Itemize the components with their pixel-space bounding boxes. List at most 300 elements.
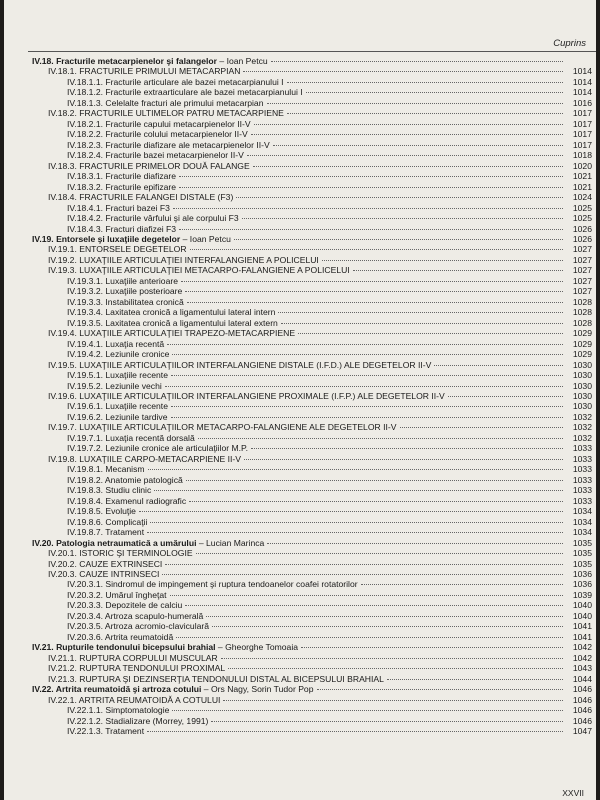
- dot-leader: [361, 584, 563, 585]
- toc-entry-text: [48, 66, 240, 76]
- toc-entry-code: IV.18.1.2.: [67, 87, 103, 98]
- toc-entry-title: CAUZE EXTRINSECI: [79, 558, 163, 569]
- toc-entry-page: 1034: [572, 527, 592, 538]
- toc-entry-page: 1017: [572, 118, 592, 129]
- toc-entry-code: IV.19.8.4.: [67, 495, 103, 506]
- toc-entry-text: [67, 517, 147, 527]
- toc-entry: [32, 485, 592, 495]
- toc-entry-text: [67, 579, 358, 589]
- dot-leader: [434, 365, 563, 366]
- dot-leader: [172, 354, 563, 355]
- toc-entry-title: Tratament: [105, 726, 145, 736]
- toc-entry: [32, 360, 592, 370]
- toc-entry-text: [32, 684, 314, 694]
- toc-entry-text: [32, 56, 268, 66]
- toc-entry-code: IV.21.2.: [48, 663, 77, 674]
- toc-entry-code: IV.19.3.5.: [67, 317, 103, 328]
- toc-entry-page: 1029: [572, 338, 592, 349]
- toc-entry: [32, 422, 592, 432]
- toc-entry-code: IV.20.3.4.: [67, 610, 103, 621]
- toc-entry-author: – Gheorghe Tomoaia: [215, 642, 299, 653]
- toc-entry: [32, 213, 592, 223]
- toc-entry-title: Examenul radiografic: [105, 495, 187, 506]
- toc-entry-author: – Ioan Petcu: [180, 233, 231, 244]
- toc-entry-code: IV.19.3.1.: [67, 275, 103, 286]
- toc-entry-page: 1046: [572, 715, 592, 726]
- toc-entry: [32, 726, 592, 736]
- toc-entry-title: ARTRITA REUMATOIDĂ A COTULUI: [78, 694, 221, 705]
- toc-entry-page: 1035: [572, 548, 592, 559]
- toc-entry-text: [48, 695, 220, 705]
- toc-entry-text: [67, 726, 144, 736]
- toc-entry-text: [67, 171, 176, 181]
- toc-entry-text: [67, 98, 264, 108]
- toc-entry-text: [67, 506, 136, 516]
- toc-entry-text: [67, 464, 145, 474]
- toc-entry-title: Leziunile vechi: [105, 380, 162, 391]
- toc-entry-title: Luxaţiile anterioare: [105, 275, 179, 286]
- toc-entry-code: IV.19.8.1.: [67, 464, 103, 475]
- toc-entry-title: Depozitele de calciu: [105, 600, 183, 611]
- toc-entry-page: 1027: [572, 275, 592, 286]
- toc-entry-page: 1017: [572, 129, 592, 140]
- dot-leader: [251, 134, 563, 135]
- toc-entry-author: – Ors Nagy, Sorin Tudor Pop: [201, 684, 314, 695]
- toc-entry-text: [67, 433, 195, 443]
- toc-entry-text: [32, 538, 264, 548]
- dot-leader: [247, 155, 563, 156]
- toc-entry-text: [67, 286, 182, 296]
- toc-entry-code: IV.21.3.: [48, 673, 77, 684]
- toc-entry-code: IV.18.3.: [48, 160, 77, 171]
- dot-leader: [181, 281, 563, 282]
- dot-leader: [167, 344, 563, 345]
- toc-entry-title: Evoluţie: [105, 506, 136, 517]
- toc-entry-text: [67, 150, 244, 160]
- toc-entry: [32, 77, 592, 87]
- toc-entry-page: 1041: [572, 631, 592, 642]
- toc-entry-text: [67, 705, 169, 715]
- toc-entry-title: ISTORIC ŞI TERMINOLOGIE: [79, 548, 193, 559]
- toc-entry-page: 1036: [572, 568, 592, 579]
- toc-entry-page: 1016: [572, 97, 592, 108]
- dot-leader: [242, 218, 563, 219]
- dot-leader: [173, 208, 563, 209]
- toc-entry-page: 1027: [572, 286, 592, 297]
- toc-entry-title: Luxaţiile recente: [105, 370, 168, 381]
- dot-leader: [322, 260, 563, 261]
- toc-entry-title: FRACTURILE PRIMELOR DOUĂ FALANGE: [79, 160, 250, 171]
- toc-entry-page: 1021: [572, 171, 592, 182]
- toc-entry-title: CAUZE INTRINSECI: [79, 568, 160, 579]
- dot-leader: [165, 386, 563, 387]
- dot-leader: [190, 249, 563, 250]
- toc-entry-page: 1042: [572, 642, 592, 653]
- toc-entry: [32, 538, 592, 548]
- toc-entry: [32, 642, 592, 652]
- toc-entry-text: [67, 496, 186, 506]
- toc-entry-author: – Lucian Marinca: [196, 537, 265, 548]
- dot-leader: [251, 448, 563, 449]
- dot-leader: [243, 71, 563, 72]
- toc-entry-code: IV.21.1.: [48, 652, 77, 663]
- dot-leader: [165, 564, 563, 565]
- toc-entry-text: [48, 674, 384, 684]
- toc-entry-page: 1046: [572, 684, 592, 695]
- toc-entry: [32, 705, 592, 715]
- dot-leader: [301, 647, 563, 648]
- toc-entry: [32, 412, 592, 422]
- toc-entry-page: 1034: [572, 516, 592, 527]
- dot-leader: [186, 480, 563, 481]
- toc-entry-code: IV.18.2.4.: [67, 150, 103, 161]
- book-page: [4, 0, 596, 800]
- toc-entry-code: IV.19.3.3.: [67, 296, 103, 307]
- toc-entry-code: IV.20.3.3.: [67, 600, 103, 611]
- toc-entry-page: 1041: [572, 621, 592, 632]
- toc-entry-title: LUXAŢIILE ARTICULAŢIEI INTERFALANGIENE A POLICELUI: [79, 254, 319, 265]
- toc-entry: [32, 464, 592, 474]
- toc-entry-title: Fracturile capului metacarpienelor II-V: [105, 118, 251, 129]
- toc-entry-text: [48, 653, 218, 663]
- dot-leader: [271, 61, 563, 62]
- toc-entry-text: [48, 559, 162, 569]
- toc-entry-text: [32, 642, 298, 652]
- toc-entry: [32, 307, 592, 317]
- toc-entry: [32, 632, 592, 642]
- toc-entry: [32, 454, 592, 464]
- toc-entry-page: 1017: [572, 139, 592, 150]
- toc-entry-title: Stadializare (Morrey, 1991): [105, 715, 209, 726]
- toc-entry-title: Fracturile colului metacarpienelor II-V: [105, 129, 248, 140]
- toc-entry: [32, 339, 592, 349]
- dot-leader: [278, 312, 563, 313]
- toc-entry: [32, 98, 592, 108]
- toc-entry-page: 1014: [572, 76, 592, 87]
- dot-leader: [179, 229, 563, 230]
- toc-entry-code: IV.18.2.1.: [67, 118, 103, 129]
- toc-entry-page: 1014: [572, 66, 592, 77]
- toc-entry-page: 1033: [572, 464, 592, 475]
- toc-entry: [32, 119, 592, 129]
- toc-entry: [32, 663, 592, 673]
- toc-entry: [32, 611, 592, 621]
- toc-entry: [32, 569, 592, 579]
- toc-entry-code: IV.19.4.2.: [67, 349, 103, 360]
- toc-entry-title: Anatomie patologică: [104, 474, 183, 485]
- toc-entry-code: IV.20.1.: [48, 548, 77, 559]
- toc-entry-page: 1026: [572, 223, 592, 234]
- toc-entry: [32, 443, 592, 453]
- dot-leader: [353, 270, 563, 271]
- toc-entry-title: Luxaţiile recente: [105, 401, 168, 412]
- toc-entry: [32, 433, 592, 443]
- dot-leader: [236, 197, 563, 198]
- dot-leader: [221, 658, 563, 659]
- dot-leader: [198, 438, 563, 439]
- toc-entry: [32, 224, 592, 234]
- toc-entry: [32, 506, 592, 516]
- toc-entry: [32, 653, 592, 663]
- dot-leader: [228, 668, 563, 669]
- dot-leader: [179, 176, 563, 177]
- toc-entry: [32, 590, 592, 600]
- toc-entry-text: [67, 716, 208, 726]
- toc-entry-title: Complicaţii: [105, 516, 148, 527]
- dot-leader: [211, 721, 563, 722]
- toc-entry: [32, 559, 592, 569]
- toc-entry-title: Fracturile metacarpienelor şi falangelor: [56, 56, 218, 66]
- dot-leader: [148, 469, 563, 470]
- toc-entry-text: [67, 318, 278, 328]
- dot-leader: [281, 323, 563, 324]
- toc-entry-code: IV.20.3.: [48, 568, 77, 579]
- toc-entry-text: [67, 443, 248, 453]
- dot-leader: [254, 124, 563, 125]
- toc-entry-code: IV.18.2.3.: [67, 139, 103, 150]
- toc-entry-title: Instabilitatea cronică: [105, 296, 184, 307]
- toc-entry: [32, 600, 592, 610]
- running-header: Cuprins: [553, 38, 586, 49]
- toc-entry-text: [48, 192, 233, 202]
- toc-entry: [32, 684, 592, 694]
- dot-leader: [244, 459, 563, 460]
- toc-entry-page: 1033: [572, 443, 592, 454]
- toc-entry-code: IV.19.8.2.: [67, 474, 103, 485]
- dot-leader: [273, 145, 563, 146]
- toc-entry-title: RUPTURA CORPULUI MUSCULAR: [79, 652, 218, 663]
- toc-entry-page: 1047: [572, 726, 592, 736]
- toc-entry: [32, 56, 592, 66]
- toc-entry-title: Luxaţiile posterioare: [105, 286, 183, 297]
- toc-entry-code: IV.19.4.: [48, 328, 77, 339]
- toc-entry-text: [32, 234, 231, 244]
- toc-entry-text: [48, 422, 397, 432]
- toc-entry: [32, 203, 592, 213]
- toc-entry-title: Studiu clinic: [105, 485, 152, 496]
- toc-entry: [32, 255, 592, 265]
- dot-leader: [150, 522, 563, 523]
- toc-entry-text: [67, 129, 248, 139]
- toc-entry-code: IV.20.3.2.: [67, 589, 103, 600]
- toc-entry-title: Fracturile epifizare: [105, 181, 177, 192]
- toc-entry-title: Simptomatologie: [105, 705, 170, 716]
- toc-entry-page: 1036: [572, 579, 592, 590]
- toc-entry: [32, 161, 592, 171]
- dot-leader: [189, 501, 563, 502]
- toc-entry-code: IV.22.1.3.: [67, 726, 103, 736]
- dot-leader: [400, 427, 564, 428]
- toc-entry-code: IV.19.2.: [48, 254, 77, 265]
- toc-entry-text: [67, 600, 182, 610]
- toc-entry-text: [48, 108, 284, 118]
- toc-entry-title: Laxitatea cronică a ligamentului lateral intern: [105, 307, 276, 318]
- toc-entry-title: Fracturile diafizare: [105, 171, 177, 182]
- toc-entry-code: IV.19.8.5.: [67, 506, 103, 517]
- toc-entry-title: Mecanism: [105, 464, 145, 475]
- toc-entry-code: IV.20.: [32, 537, 54, 548]
- toc-entry-code: IV.18.2.: [48, 108, 77, 119]
- toc-entry-page: 1035: [572, 558, 592, 569]
- dot-leader: [185, 291, 563, 292]
- toc-entry-text: [67, 590, 167, 600]
- toc-entry-code: IV.18.4.: [48, 192, 77, 203]
- toc-entry-text: [48, 265, 350, 275]
- toc-entry-page: 1026: [572, 233, 592, 244]
- toc-entry: [32, 579, 592, 589]
- dot-leader: [448, 396, 563, 397]
- toc-entry-page: 1042: [572, 652, 592, 663]
- toc-entry: [32, 182, 592, 192]
- toc-entry-text: [48, 663, 225, 673]
- toc-entry-title: Leziunile cronice: [105, 349, 170, 360]
- toc-entry-page: 1030: [572, 380, 592, 391]
- dot-leader: [170, 595, 563, 596]
- toc-entry-text: [67, 77, 284, 87]
- toc-entry-page: 1040: [572, 600, 592, 611]
- toc-entry-code: IV.19.7.: [48, 422, 77, 433]
- toc-entry-code: IV.19.: [32, 233, 54, 244]
- dot-leader: [287, 113, 563, 114]
- toc-entry-code: IV.18.4.3.: [67, 223, 103, 234]
- toc-entry-code: IV.19.6.: [48, 391, 77, 401]
- toc-entry-code: IV.20.2.: [48, 558, 77, 569]
- toc-entry-text: [67, 412, 168, 422]
- toc-entry-page: 1024: [572, 192, 592, 203]
- toc-entry: [32, 381, 592, 391]
- toc-entry: [32, 286, 592, 296]
- toc-entry-title: Umărul îngheţat: [105, 589, 167, 600]
- toc-entry: [32, 621, 592, 631]
- toc-entry-title: FRACTURILE FALANGEI DISTALE (F3): [79, 192, 234, 203]
- toc-entry-text: [67, 213, 239, 223]
- toc-entry-text: [67, 621, 209, 631]
- toc-entry-text: [67, 381, 162, 391]
- toc-entry-title: LUXAŢIILE ARTICULAŢIILOR INTERFALANGIENE DISTALE (I.F.D.) ALE DEGETELOR II-V: [79, 359, 432, 370]
- toc-entry-title: Fracturile articulare ale bazei metacarpianului I: [105, 76, 284, 87]
- toc-entry-page: 1046: [572, 694, 592, 705]
- toc-entry-title: Leziunile tardive: [105, 411, 168, 422]
- toc-entry: [32, 527, 592, 537]
- dot-leader: [171, 406, 563, 407]
- toc-entry-code: IV.22.1.: [48, 694, 77, 705]
- dot-leader: [267, 103, 564, 104]
- toc-entry-code: IV.19.3.4.: [67, 307, 103, 318]
- toc-entry-text: [67, 307, 275, 317]
- toc-entry-code: IV.18.1.3.: [67, 97, 103, 108]
- dot-leader: [206, 616, 563, 617]
- toc-entry-title: LUXAŢIILE ARTICULAŢIEI METACARPO-FALANGIENE A POLICELUI: [79, 265, 350, 276]
- toc-entry: [32, 234, 592, 244]
- toc-entry-title: LUXAŢIILE CARPO-METACARPIENE II-V: [79, 453, 241, 464]
- toc-entry: [32, 150, 592, 160]
- dot-leader: [234, 239, 563, 240]
- toc-entry-code: IV.18.1.: [48, 66, 77, 77]
- toc-entry-text: [67, 349, 169, 359]
- toc-entry-code: IV.19.3.2.: [67, 286, 103, 297]
- toc-entry: [32, 140, 592, 150]
- toc-entry-title: Tratament: [105, 527, 145, 538]
- dot-leader: [171, 417, 564, 418]
- table-of-contents: [32, 56, 592, 736]
- dot-leader: [317, 689, 564, 690]
- toc-entry-code: IV.22.1.1.: [67, 705, 103, 716]
- toc-entry-code: IV.19.3.: [48, 265, 77, 276]
- toc-entry-page: 1040: [572, 610, 592, 621]
- dot-leader: [306, 92, 563, 93]
- toc-entry-title: LUXAŢIILE ARTICULAŢIILOR METACARPO-FALANGIENE ALE DEGETELOR II-V: [79, 422, 397, 433]
- toc-entry-text: [67, 370, 168, 380]
- toc-entry-page: 1043: [572, 663, 592, 674]
- toc-entry: [32, 391, 592, 401]
- toc-entry-title: Artroza acromio-claviculară: [104, 621, 210, 632]
- toc-entry-text: [48, 161, 250, 171]
- toc-entry: [32, 517, 592, 527]
- toc-entry-page: 1027: [572, 265, 592, 276]
- toc-entry-title: Fracturi diafizei F3: [105, 223, 177, 234]
- toc-entry: [32, 66, 592, 76]
- toc-entry-page: 1030: [572, 401, 592, 412]
- dot-leader: [287, 82, 563, 83]
- dot-leader: [187, 302, 563, 303]
- toc-entry-code: IV.22.: [32, 684, 54, 695]
- toc-entry-code: IV.19.4.1.: [67, 338, 103, 349]
- toc-entry-text: [48, 391, 445, 401]
- toc-entry-text: [67, 276, 178, 286]
- toc-entry-text: [67, 485, 151, 495]
- toc-entry-page: 1032: [572, 411, 592, 422]
- toc-entry-title: Artrita reumatoidă: [104, 631, 174, 642]
- dot-leader: [185, 605, 563, 606]
- toc-entry-page: 1032: [572, 422, 592, 433]
- toc-entry: [32, 674, 592, 684]
- header-rule: [28, 51, 596, 52]
- toc-entry-page: 1028: [572, 317, 592, 328]
- toc-entry-title: Fracturi bazei F3: [105, 202, 170, 213]
- toc-entry-code: IV.20.3.1.: [67, 579, 103, 590]
- toc-entry: [32, 276, 592, 286]
- toc-entry-page: 1032: [572, 432, 592, 443]
- toc-entry-title: Rupturile tendonului bicepsului brahial: [56, 642, 216, 653]
- toc-entry-code: IV.19.8.7.: [67, 527, 103, 538]
- toc-entry-code: IV.18.2.2.: [67, 129, 103, 140]
- toc-entry-page: 1014: [572, 87, 592, 98]
- toc-entry-page: 1029: [572, 328, 592, 339]
- dot-leader: [253, 166, 563, 167]
- toc-entry: [32, 401, 592, 411]
- toc-entry-page: 1033: [572, 495, 592, 506]
- toc-entry-text: [48, 255, 319, 265]
- toc-entry-code: IV.19.6.1.: [67, 401, 103, 412]
- toc-entry-page: 1046: [572, 705, 592, 716]
- dot-leader: [139, 511, 563, 512]
- toc-entry-text: [67, 611, 203, 621]
- toc-entry-page: 1018: [572, 150, 592, 161]
- toc-entry-page: 1017: [572, 108, 592, 119]
- page-number: XXVII: [562, 788, 584, 798]
- toc-entry-text: [48, 360, 431, 370]
- toc-entry-code: IV.19.7.2.: [67, 443, 103, 454]
- toc-entry-title: FRACTURILE ULTIMELOR PATRU METACARPIENE: [79, 108, 284, 119]
- toc-entry-text: [67, 401, 168, 411]
- toc-entry-title: ENTORSELE DEGETELOR: [79, 244, 187, 255]
- toc-entry-title: Artrita reumatoidă şi artroza cotului: [55, 684, 202, 695]
- toc-entry-page: 1033: [572, 453, 592, 464]
- toc-entry-title: LUXAŢIILE ARTICULAŢIILOR INTERFALANGIENE PROXIMALE (I.F.P.) ALE DEGETELOR II-V: [79, 391, 445, 401]
- toc-entry-text: [67, 182, 176, 192]
- dot-leader: [171, 375, 563, 376]
- dot-leader: [267, 543, 563, 544]
